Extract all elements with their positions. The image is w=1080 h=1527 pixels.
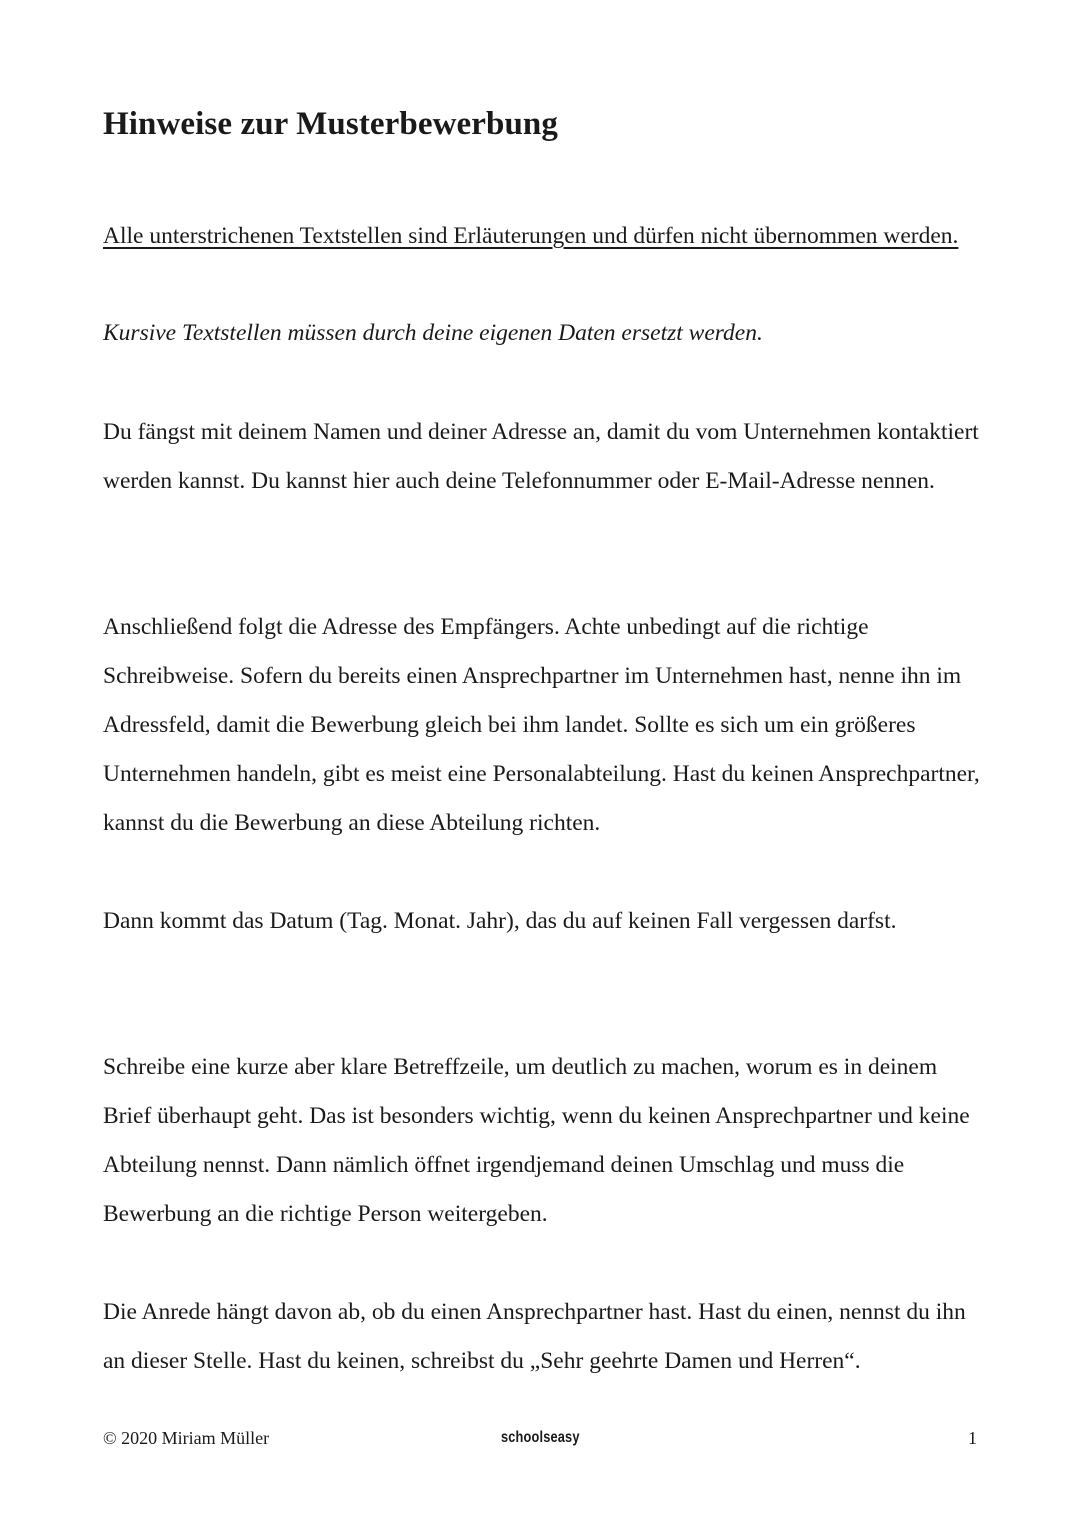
paragraph-sender-address: Du fängst mit deinem Namen und deiner Adresse an, damit du vom Unternehmen kontaktiert werden kannst. Du kannst hier auch deine Telefonnummer oder E-Mail-Adresse nennen. bbox=[103, 419, 979, 494]
page-title: Hinweise zur Musterbewerbung bbox=[103, 106, 558, 142]
footer-brand-logo: schoolseasy bbox=[501, 1429, 580, 1446]
underlined-instruction: Alle unterstrichenen Textstellen sind Erläuterungen und dürfen nicht übernommen werden. bbox=[103, 223, 959, 249]
paragraph-salutation: Die Anrede hängt davon ab, ob du einen Ansprechpartner hast. Hast du einen, nennst du ihn an dieser Stelle. Hast du keinen, schreibst du „Sehr geehrte Damen und Herren“. bbox=[103, 1299, 966, 1374]
paragraph-date: Dann kommt das Datum (Tag. Monat. Jahr), das du auf keinen Fall vergessen darfst. bbox=[103, 908, 897, 934]
paragraph-recipient-address: Anschließend folgt die Adresse des Empfängers. Achte unbedingt auf die richtige Schreibweise. Sofern du bereits einen Ansprechpartner im Unternehmen hast, nenne ihn im Adressfeld, damit die Bewerbung gleich bei ihm landet. Sollte es sich um ein größeres Unternehmen handeln, gibt es meist eine Personalabteilung. Hast du keinen Ansprechpartner, kannst du die Bewerbung an diese Abteilung richten. bbox=[103, 614, 980, 836]
footer-page-number: 1 bbox=[968, 1428, 977, 1448]
italic-instruction: Kursive Textstellen müssen durch deine eigenen Daten ersetzt werden. bbox=[103, 320, 763, 346]
paragraph-subject-line: Schreibe eine kurze aber klare Betreffzeile, um deutlich zu machen, worum es in deinem Brief überhaupt geht. Das ist besonders wichtig, wenn du keinen Ansprechpartner und keine Abteilung nennst. Dann nämlich öffnet irgendjemand deinen Umschlag und muss die Bewerbung an die richtige Person weitergeben. bbox=[103, 1054, 970, 1227]
footer-copyright: © 2020 Miriam Müller bbox=[103, 1428, 270, 1448]
page-footer bbox=[103, 1428, 977, 1452]
